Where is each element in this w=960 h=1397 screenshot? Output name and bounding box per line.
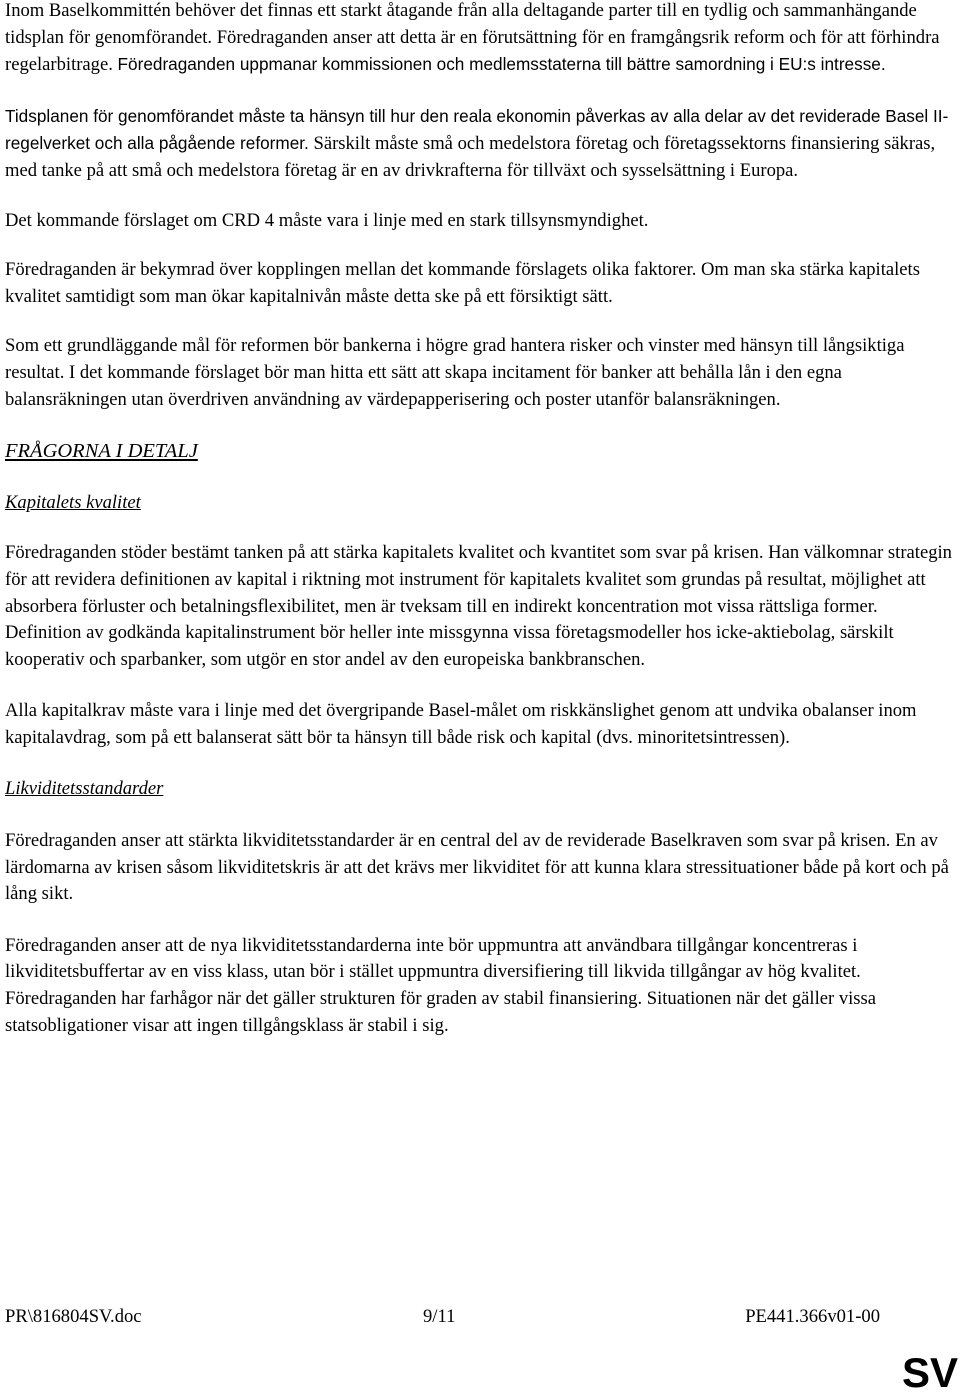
heading-capital-quality: Kapitalets kvalitet — [5, 491, 141, 513]
heading-liquidity-standards: Likviditetsstandarder — [5, 778, 164, 800]
paragraph-capital-concern: Föredraganden är bekymrad över kopplingen mellan det kommande förslagets olika faktorer. Om man ska stärka kapitalets kvalitet samtidigt som man ökar kapitalnivån måste detta ske på ett försiktigt sätt. — [5, 259, 920, 307]
paragraph-risk-management-goal: Som ett grundläggande mål för reformen bör bankerna i högre grad hantera risker och vinster med hänsyn till långsiktiga resultat. I det kommande förslaget bör man hitta ett sätt att skapa incitament för banker att behålla lån i den egna balansräkningen utan överdriven användning av värdepapperisering och poster utanför balansräkningen. — [5, 335, 905, 410]
paragraph-timeline-commitment-text: Inom Baselkommittén behöver det finnas ett starkt åtagande från alla deltagande parter till en tydlig och sammanhängande tidsplan för genomförandet. Föredraganden anser att detta är en förutsättning för en framgångsrik reform och för att förhindra regelarbitrage. — [5, 0, 940, 76]
paragraph-capital-requirements: Alla kapitalkrav måste vara i linje med det övergripande Basel-målet om riskkänslighet genom att undvika obalanser inom kapitalavdrag, som på ett balanserat sätt bör ta hänsyn till både risk och kapital (dvs. minoritetsintressen). — [5, 700, 917, 748]
footer-page-number: 9/11 — [423, 1306, 456, 1327]
heading-questions-in-detail: FRÅGORNA I DETALJ — [5, 440, 198, 463]
paragraph-implementation-schedule — [5, 103, 955, 185]
paragraph-crd4: Det kommande förslaget om CRD 4 måste vara i linje med en stark tillsynsmyndighet. — [5, 209, 649, 231]
footer-document-reference: PR\816804SV.doc — [5, 1306, 142, 1327]
paragraph-coordination-text: Föredraganden uppmanar kommissionen och medlemsstaterna till bättre samordning i EU:s intresse. — [117, 54, 886, 75]
page-footer — [5, 1303, 880, 1331]
paragraph-timeline-commitment — [5, 0, 955, 79]
paragraph-liquidity-buffers: Föredraganden anser att de nya likviditetsstandarderna inte bör uppmuntra att användbara tillgångar koncentreras i likviditetsbuffertar av en viss klass, utan bör i stället uppmuntra diversifiering till likvida tillgångar av hög kvalitet. Föredraganden har farhågor när det gäller strukturen för graden av stabil finansiering. Situationen när det gäller vissa statsobligationer visar att ingen tillgångsklass är stabil i sig. — [5, 934, 877, 1036]
footer-pe-reference: PE441.366v01-00 — [745, 1306, 880, 1327]
paragraph-sme-financing-text: Särskilt måste små och medelstora företag och företagssektorns finansiering säkras, med tanke på att små och medelstora företag är en av drivkrafterna för tillväxt och sysselsättning i Europa. — [5, 133, 936, 181]
document-body — [5, 0, 955, 1039]
paragraph-liquidity-standards: Föredraganden anser att stärkta likviditetsstandarder är en central del av de reviderade Baselkraven som svar på krisen. En av lärdomarna av krisen såsom likviditetskris är att det krävs mer likviditet för att kunna klara stressituationer både på kort och på lång sikt. — [5, 830, 949, 905]
paragraph-capital-quality: Föredraganden stöder bestämt tanken på att stärka kapitalets kvalitet och kvantitet som svar på krisen. Han välkomnar strategin för att revidera definitionen av kapital i riktning mot instrument för kapitalets kvalitet som grundas på resultat, möjlighet att absorbera förluster och betalningsflexibilitet, men är tveksam till en indirekt koncentration mot vissa rättsliga former. Definition av godkända kapitalinstrument bör heller inte missgynna vissa företagsmodeller hos icke-aktiebolag, särskilt kooperativ och sparbanker, som utgör en stor andel av den europeiska bankbranschen. — [5, 542, 952, 670]
paragraph-implementation-schedule-text: Tidsplanen för genomförandet måste ta hänsyn till hur den reala ekonomin påverkas av alla delar av det reviderade Basel II-regelverket och alla pågående reformer. — [5, 105, 949, 154]
language-code-label: SV — [901, 1349, 958, 1396]
